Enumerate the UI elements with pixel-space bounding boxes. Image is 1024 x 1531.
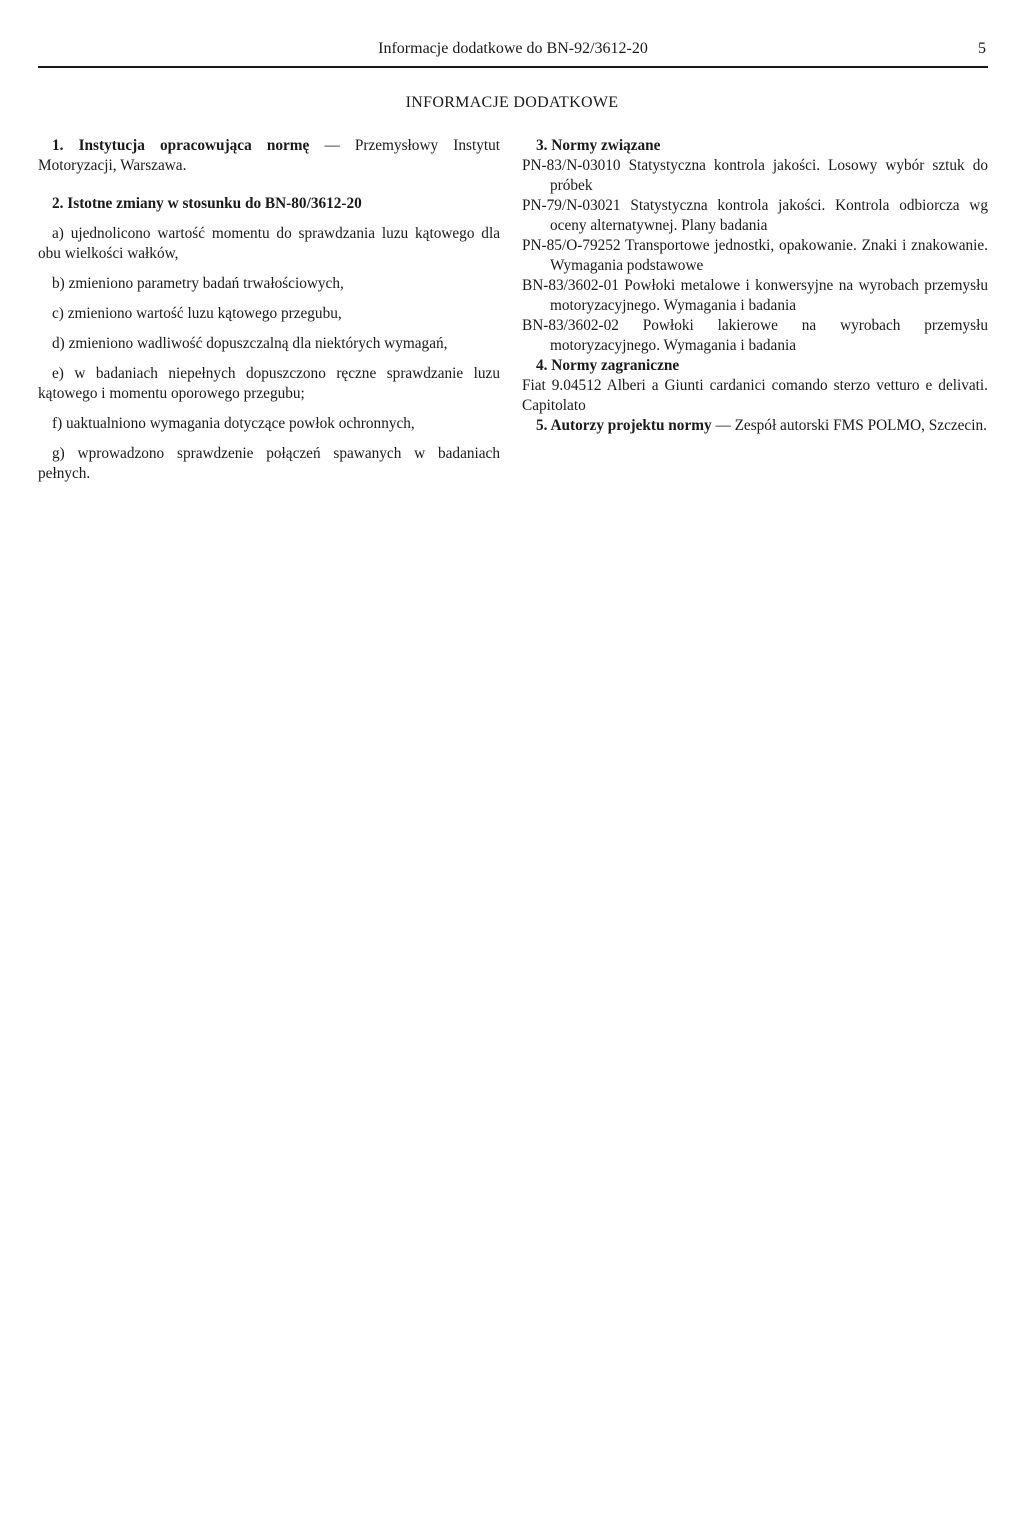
change-d: d) zmieniono wadliwość dopuszczalną dla niektórych wymagań, (52, 335, 448, 352)
item-4-heading: 4. Normy zagraniczne (536, 357, 680, 374)
item-1-label: 1. Instytucja opracowująca normę (52, 137, 310, 154)
item-2-heading: 2. Istotne zmiany w stosunku do BN-80/3612-20 (52, 195, 362, 212)
item-1-paragraph (38, 136, 500, 176)
page-number: 5 (978, 40, 986, 57)
item-5-label: 5. Autorzy projektu normy (536, 417, 712, 434)
change-b: b) zmieniono parametry badań trwałościowych, (52, 275, 344, 292)
change-a: a) ujednolicono wartość momentu do sprawdzania luzu kątowego dla obu wielkości wałków, (38, 225, 500, 262)
change-c: c) zmieniono wartość luzu kątowego przegubu, (52, 305, 342, 322)
related-norm: BN-83/3602-01 Powłoki metalowe i konwersyjne na wyrobach przemysłu motoryzacyjnego. Wymagania i badania (522, 277, 988, 314)
right-column (522, 136, 988, 436)
item-5-text: — Zespół autorski FMS POLMO, Szczecin. (711, 417, 987, 434)
left-column (38, 136, 500, 484)
item-5-paragraph (522, 416, 988, 436)
related-norm: BN-83/3602-02 Powłoki lakierowe na wyrobach przemysłu motoryzacyjnego. Wymagania i badania (522, 317, 988, 354)
page-header (38, 36, 988, 68)
related-norm: PN-83/N-03010 Statystyczna kontrola jakości. Losowy wybór sztuk do próbek (522, 157, 988, 194)
header-title: Informacje dodatkowe do BN-92/3612-20 (378, 40, 648, 57)
item-1-text: — Przemysłowy Instytut Motoryzacji, Warszawa. (38, 137, 500, 174)
change-e: e) w badaniach niepełnych dopuszczono ręczne sprawdzanie luzu kątowego i momentu oporowego przegubu; (38, 365, 500, 402)
section-title: INFORMACJE DODATKOWE (405, 94, 619, 111)
related-norm: PN-79/N-03021 Statystyczna kontrola jakości. Kontrola odbiorcza wg oceny alternatywnej. Plany badania (522, 197, 988, 234)
change-f: f) uaktualniono wymagania dotyczące powłok ochronnych, (52, 415, 415, 432)
foreign-norm: Fiat 9.04512 Alberi a Giunti cardanici comando sterzo vetturo e delivati. Capitolato (522, 377, 988, 414)
change-g: g) wprowadzono sprawdzenie połączeń spawanych w badaniach pełnych. (38, 445, 500, 482)
item-3-heading: 3. Normy związane (536, 137, 661, 154)
related-norm: PN-85/O-79252 Transportowe jednostki, opakowanie. Znaki i znakowanie. Wymagania podstawowe (522, 237, 988, 274)
